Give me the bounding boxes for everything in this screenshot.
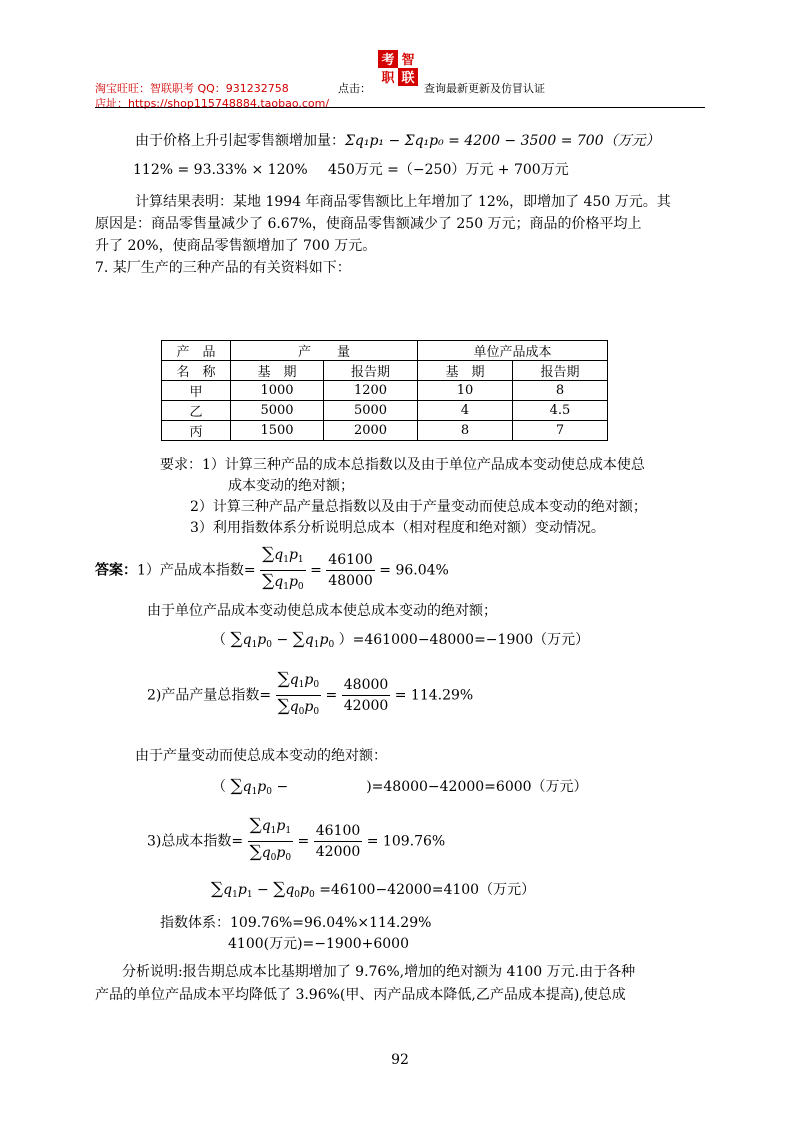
header-contact-line: 淘宝旺旺：智联职考 QQ：931232758 bbox=[95, 82, 289, 95]
table-row bbox=[162, 421, 608, 441]
requirement-1: 要求：1）计算三种产品的成本总指数以及由于单位产品成本变动使总成本使总 bbox=[160, 457, 645, 473]
requirement-1-cont: 成本变动的绝对额； bbox=[228, 478, 354, 494]
answer-1-text: 由于单位产品成本变动使总成本使总成本变动的绝对额； bbox=[147, 603, 497, 619]
th-output-base: 基 期 bbox=[231, 361, 324, 381]
index-system-line-1: 指数体系：109.76%=96.04%×114.29% bbox=[160, 915, 432, 931]
requirement-3: 3）利用指数体系分析说明总成本（相对程度和绝对额）变动情况。 bbox=[190, 520, 605, 536]
product-data-table bbox=[161, 340, 608, 441]
logo-char-4: 联 bbox=[401, 71, 415, 86]
logo-char-2: 智 bbox=[401, 53, 415, 68]
th-output-report: 报告期 bbox=[324, 361, 418, 381]
logo-char-3: 职 bbox=[381, 71, 395, 86]
price-increase-line: 由于价格上升引起零售额增加量：Σq₁p₁ − Σq₁p₀ = 4200 − 3500 = 700（万元） bbox=[135, 133, 660, 149]
cost-index-values: $\frac{46100}{48000}$ bbox=[328, 552, 373, 589]
cell: 乙 bbox=[162, 401, 231, 421]
cell: 7 bbox=[513, 421, 608, 441]
answer-3-absolute: $\sum q_1p_1 - \sum q_0p_0 =46100-42000=4100$（万元） bbox=[211, 879, 536, 900]
cell: 10 bbox=[418, 381, 513, 401]
th-cost-report: 报告期 bbox=[513, 361, 608, 381]
zhilian-logo[interactable] bbox=[378, 50, 418, 86]
th-unit-cost: 单位产品成本 bbox=[418, 341, 608, 361]
cell: 丙 bbox=[162, 421, 231, 441]
conclusion-line-1: 计算结果表明：某地 1994 年商品零售额比上年增加了 12%，即增加了 450 万元。其 bbox=[135, 194, 671, 210]
cell: 4.5 bbox=[513, 401, 608, 421]
relative-equation: 112% = 93.33% × 120% bbox=[133, 162, 308, 178]
th-output: 产 量 bbox=[231, 341, 418, 361]
answer-label: 答案： bbox=[95, 562, 137, 579]
index-system-line-2: 4100(万元)=−1900+6000 bbox=[228, 936, 410, 952]
header-click-label: 点击： bbox=[338, 82, 371, 95]
answer-1-absolute: （ $\sum q_1p_0 - \sum q_1p_0$ ）=461000−48000=−1900（万元） bbox=[212, 629, 590, 650]
page-number: 92 bbox=[391, 1052, 409, 1068]
th-product: 产 品 bbox=[162, 341, 231, 361]
total-cost-index-fraction: $\frac{\sum q_1p_1}{\sum q_0p_0}$ bbox=[249, 815, 292, 863]
analysis-line-1: 分析说明:报告期总成本比基期增加了 9.76%,增加的绝对额为 4100 万元.由于各种 bbox=[122, 964, 636, 980]
th-name: 名 称 bbox=[162, 361, 231, 381]
answer-3-row: 3)总成本指数= $\frac{\sum q_1p_1}{\sum q_0p_0}$ = $\frac{46100}{42000}$ = 109.76% bbox=[147, 815, 445, 868]
analysis-line-2: 产品的单位产品成本平均降低了 3.96%(甲、丙产品成本降低,乙产品成本提高),使总成 bbox=[95, 987, 626, 1003]
cell: 1500 bbox=[231, 421, 324, 441]
cell: 1000 bbox=[231, 381, 324, 401]
header-verify-text[interactable]: 查询最新更新及仿冒认证 bbox=[424, 82, 545, 95]
cost-index-fraction: $\frac{\sum q_1p_1}{\sum q_1p_0}$ bbox=[262, 544, 304, 592]
absolute-equation: 450万元 =（−250）万元 + 700万元 bbox=[328, 162, 569, 178]
answer-2-absolute: （ $\sum q_1p_0 - )=48000-42000=6000$（万元） bbox=[212, 776, 588, 797]
cell: 8 bbox=[418, 421, 513, 441]
answer-1-row: 答案：1）产品成本指数= $\frac{\sum q_1p_1}{\sum q_1p_0}$ = $\frac{46100}{48000}$ = 96.04% bbox=[95, 544, 449, 597]
answer-2-text: 由于产量变动而使总成本变动的绝对额： bbox=[135, 748, 387, 764]
th-cost-base: 基 期 bbox=[418, 361, 513, 381]
question-7-title: 7. 某厂生产的三种产品的有关资料如下： bbox=[95, 260, 351, 276]
table-row bbox=[162, 401, 608, 421]
logo-char-1: 考 bbox=[381, 53, 395, 68]
total-cost-index-values: $\frac{46100}{42000}$ bbox=[315, 823, 361, 860]
quantity-index-fraction: $\frac{\sum q_1p_0}{\sum q_0p_0}$ bbox=[277, 669, 320, 717]
cell: 1200 bbox=[324, 381, 418, 401]
cell: 8 bbox=[513, 381, 608, 401]
table-row bbox=[162, 381, 608, 401]
requirement-2: 2）计算三种产品产量总指数以及由于产量变动而使总成本变动的绝对额； bbox=[190, 499, 647, 515]
header-shop-link[interactable]: 店址：https://shop115748884.taobao.com/ bbox=[95, 97, 330, 110]
quantity-index-values: $\frac{48000}{42000}$ bbox=[343, 677, 389, 714]
header-rule bbox=[95, 107, 705, 108]
cell: 2000 bbox=[324, 421, 418, 441]
cell: 甲 bbox=[162, 381, 231, 401]
answer-2-row: 2)产品产量总指数= $\frac{\sum q_1p_0}{\sum q_0p_0}$ = $\frac{48000}{42000}$ = 114.29% bbox=[147, 669, 473, 722]
conclusion-line-2: 原因是：商品零售量减少了 6.67%，使商品零售额减少了 250 万元；商品的价格平均上 bbox=[95, 216, 642, 232]
conclusion-line-3: 升了 20%，使商品零售额增加了 700 万元。 bbox=[95, 238, 377, 254]
cell: 5000 bbox=[324, 401, 418, 421]
cell: 4 bbox=[418, 401, 513, 421]
cell: 5000 bbox=[231, 401, 324, 421]
